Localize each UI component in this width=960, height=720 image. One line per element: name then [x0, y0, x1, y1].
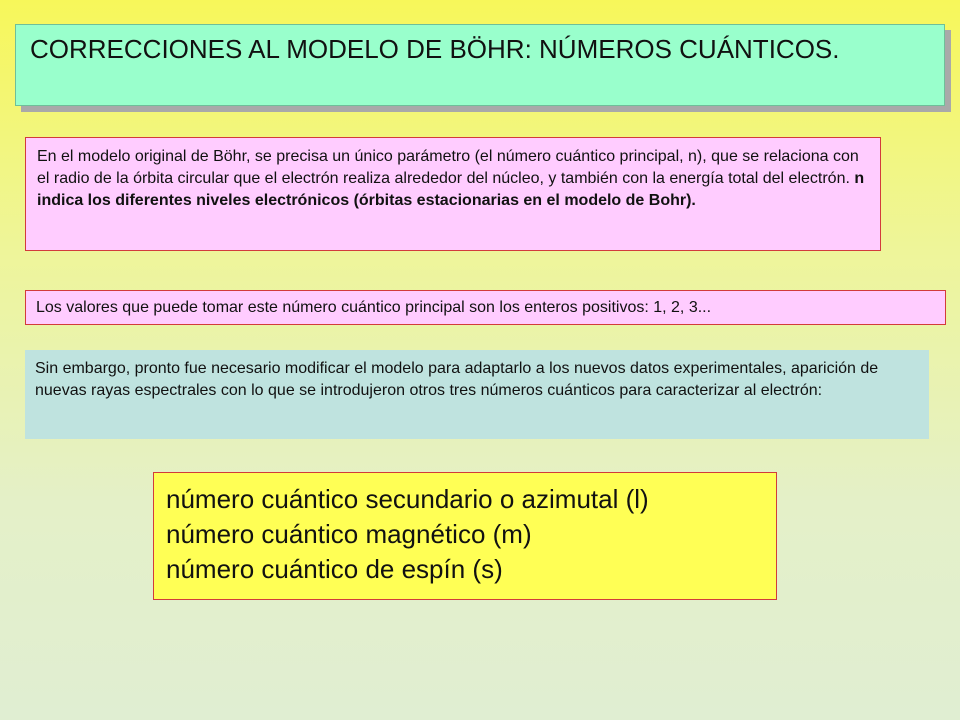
intro-paragraph — [25, 137, 881, 251]
principal-values-text: Los valores que puede tomar este número cuántico principal son los enteros positivos: 1, 2, 3... — [36, 299, 712, 316]
intro-paragraph-bold: n indica los diferentes niveles electrónicos (órbitas estacionarias en el modelo de Bohr). — [37, 170, 865, 209]
list-item: número cuántico secundario o azimutal (l) — [166, 484, 649, 514]
principal-values-paragraph — [25, 290, 946, 325]
list-item: número cuántico de espín (s) — [166, 554, 503, 584]
modification-paragraph — [25, 350, 929, 439]
slide-title-text: CORRECCIONES AL MODELO DE BÖHR: NÚMEROS CUÁNTICOS — [30, 34, 833, 64]
list-item: número cuántico magnético (m) — [166, 519, 532, 549]
slide-title — [15, 24, 945, 106]
slide-title-period: . — [832, 34, 840, 64]
quantum-numbers-list — [153, 472, 777, 600]
intro-paragraph-text: En el modelo original de Böhr, se precisa un único parámetro (el número cuántico principal, n), que se relaciona con el radio de la órbita circular que el electrón realiza alrededor del núcleo, y también con la energía total del electrón. — [37, 148, 859, 187]
modification-text: Sin embargo, pronto fue necesario modificar el modelo para adaptarlo a los nuevos datos experimentales, aparición de nuevas rayas espectrales con lo que se introdujeron otros tres números cuánticos para caracterizar al electrón: — [35, 360, 879, 399]
